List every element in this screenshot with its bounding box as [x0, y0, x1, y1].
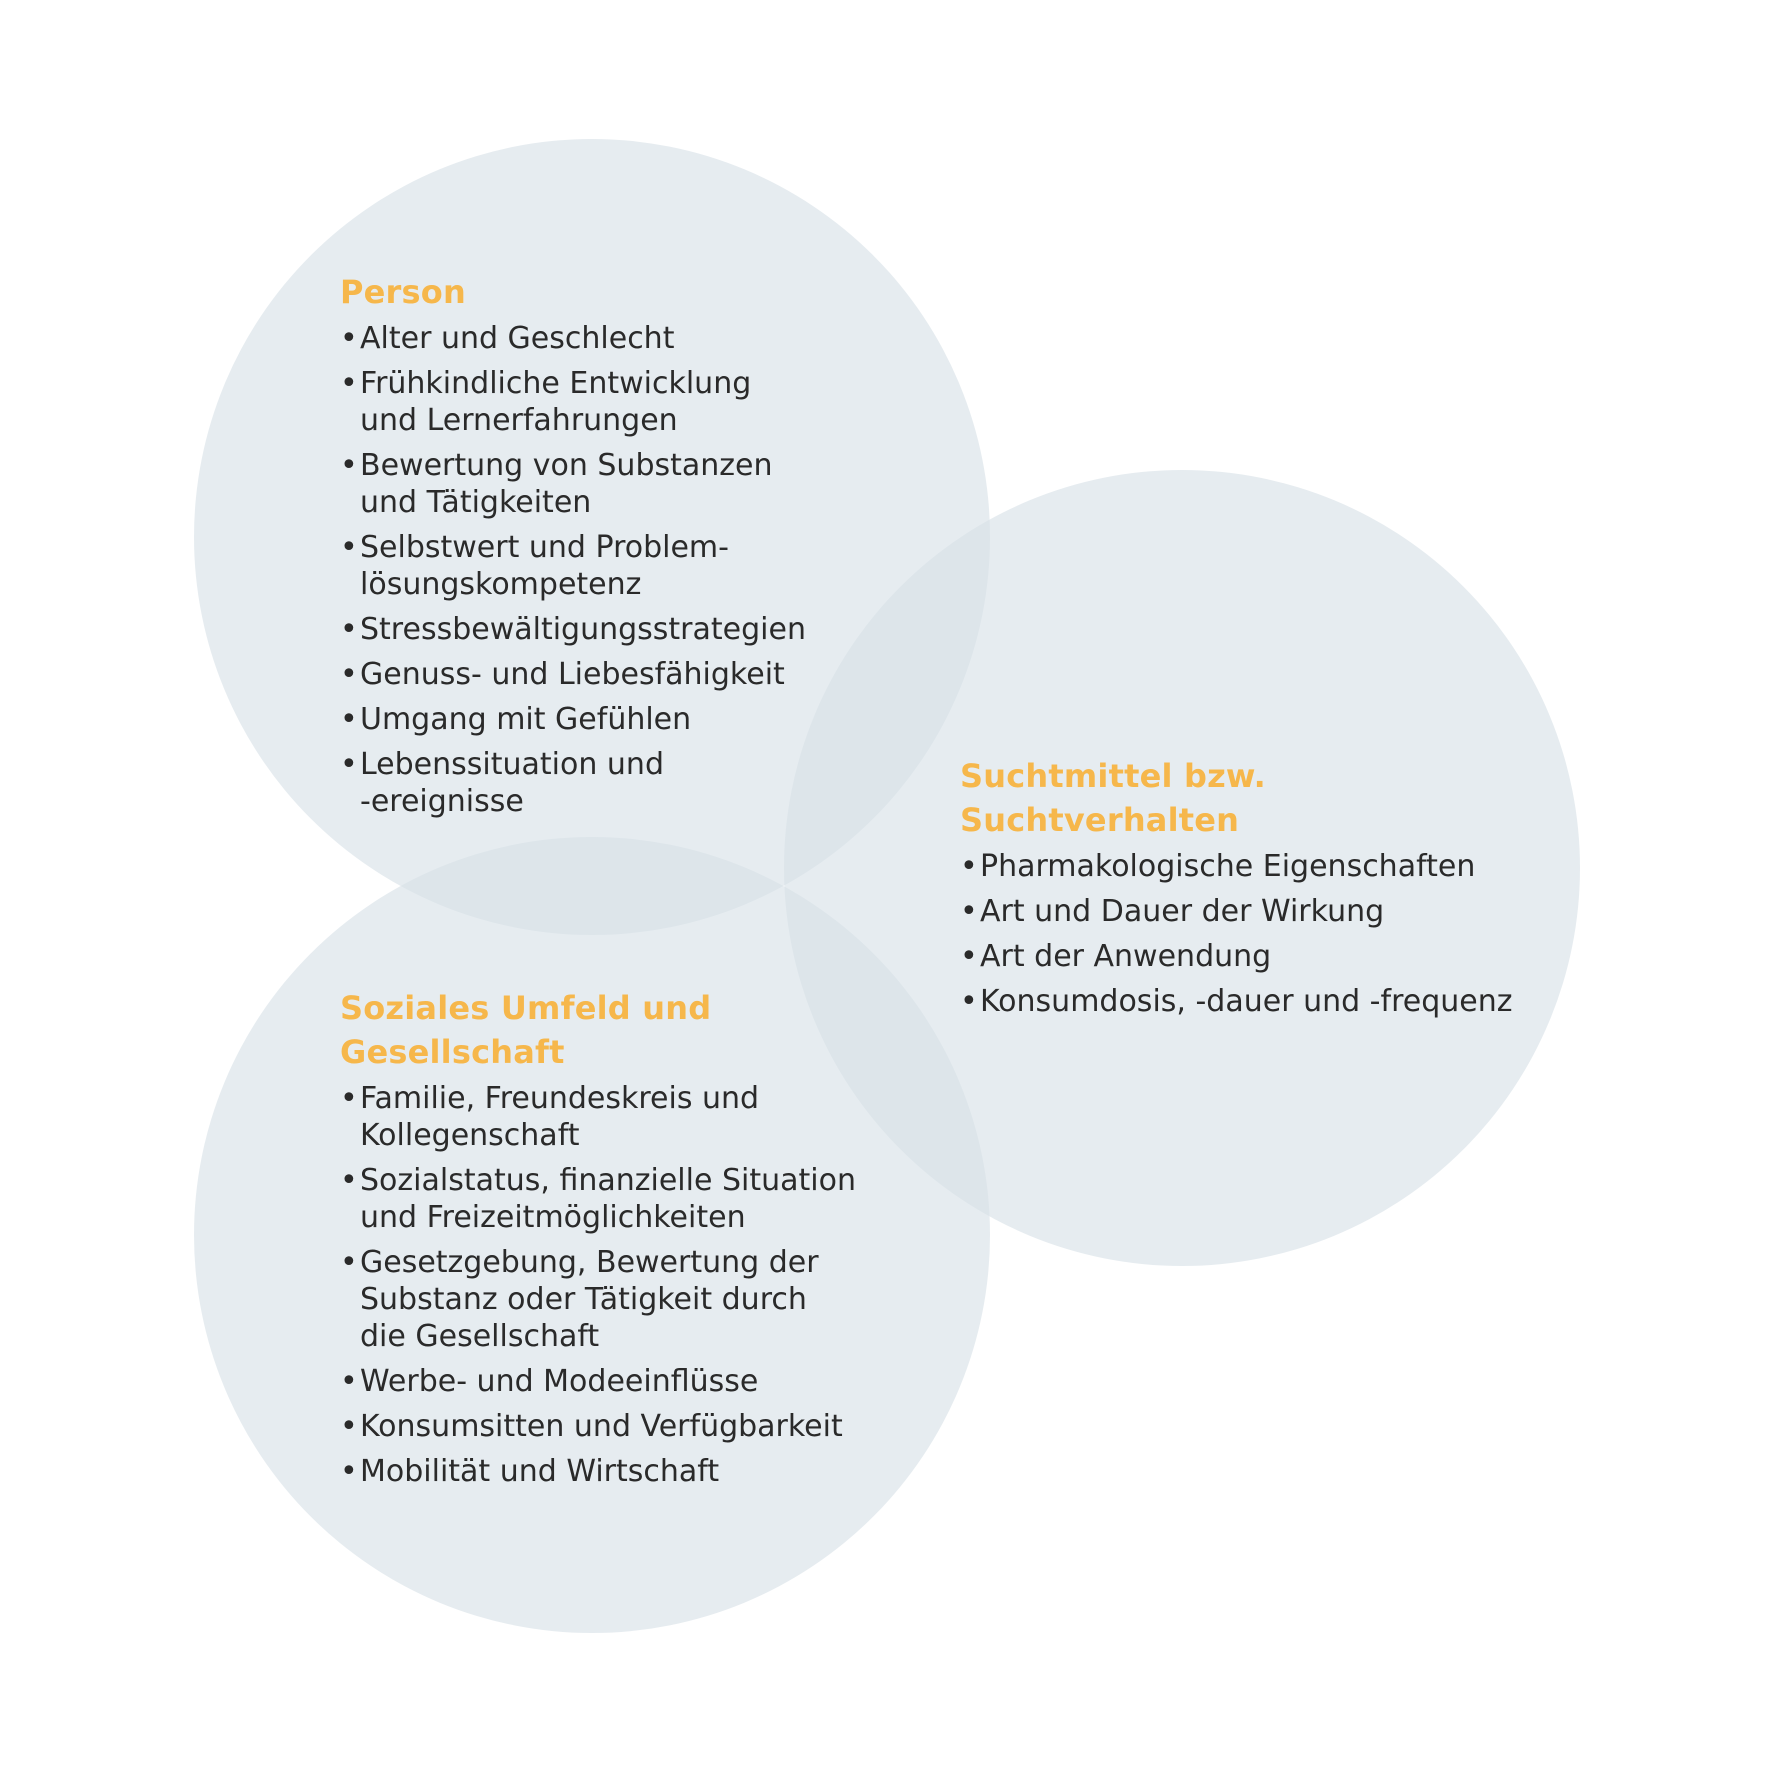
list-item: • Art der Anwendung: [960, 938, 1520, 975]
list-item: • Pharmakologische Eigenschaften: [960, 848, 1520, 885]
group-person: [340, 270, 860, 828]
list-item: • Sozialstatus, finanzielle Situation und Freizeitmöglichkeiten: [340, 1162, 900, 1236]
list-item: • Familie, Freundeskreis und Kollegenschaft: [340, 1080, 900, 1154]
list-item: • Konsumdosis, -dauer und -frequenz: [960, 983, 1520, 1020]
list-item: • Stressbewältigungsstrategien: [340, 611, 860, 648]
list-item: • Lebenssituation und -ereignisse: [340, 746, 860, 820]
list-item: • Mobilität und Wirtschaft: [340, 1453, 900, 1490]
list-item: • Bewertung von Substanzen und Tätigkeiten: [340, 447, 860, 521]
list-item: • Gesetzgebung, Bewertung der Substanz oder Tätigkeit durch die Gesellschaft: [340, 1244, 900, 1355]
list-item: • Konsumsitten und Verfügbarkeit: [340, 1408, 900, 1445]
group-title-sozial: Soziales Umfeld und Gesellschaft: [340, 989, 712, 1071]
item-list-suchtmittel: [960, 848, 1520, 1020]
list-item: • Selbstwert und Problem- lösungskompetenz: [340, 529, 860, 603]
group-sozial: [340, 986, 900, 1498]
list-item: • Frühkindliche Entwicklung und Lernerfahrungen: [340, 365, 860, 439]
group-suchtmittel: [960, 754, 1520, 1028]
list-item: • Werbe- und Modeeinflüsse: [340, 1363, 900, 1400]
list-item: • Alter und Geschlecht: [340, 320, 860, 357]
group-title-person: Person: [340, 273, 466, 311]
list-item: • Art und Dauer der Wirkung: [960, 893, 1520, 930]
list-item: • Umgang mit Gefühlen: [340, 701, 860, 738]
group-title-suchtmittel: Suchtmittel bzw. Suchtverhalten: [960, 757, 1266, 839]
list-item: • Genuss- und Liebesfähigkeit: [340, 656, 860, 693]
item-list-person: [340, 320, 860, 820]
item-list-sozial: [340, 1080, 900, 1490]
